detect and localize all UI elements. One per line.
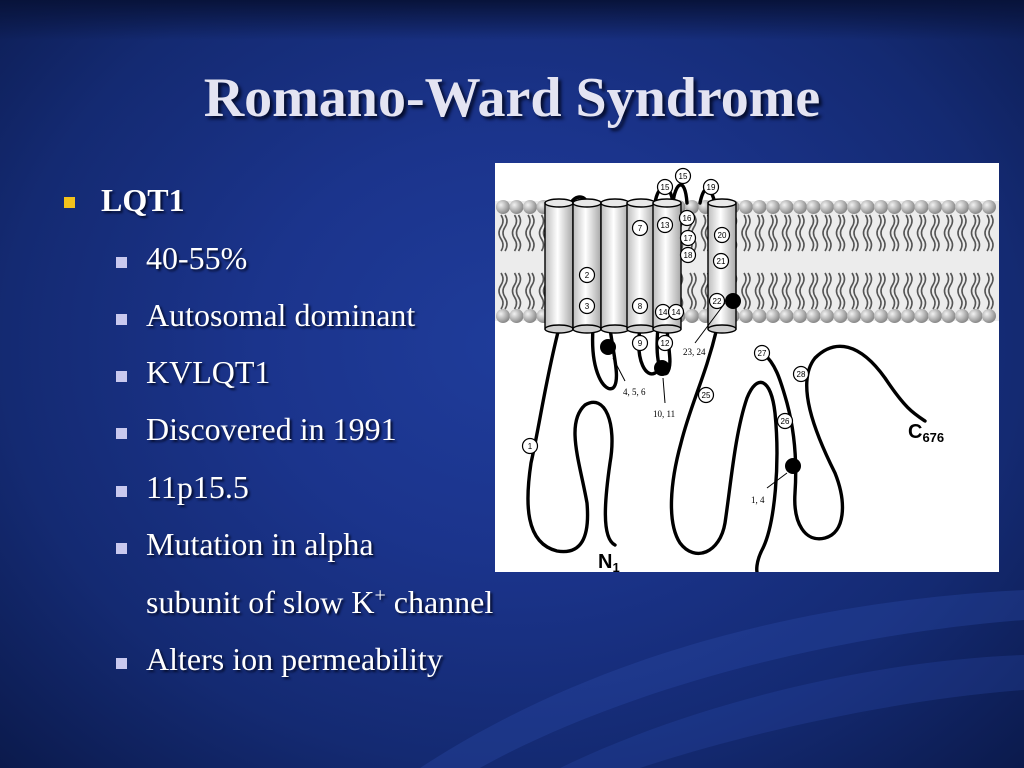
lipid-head (969, 309, 983, 323)
site-number: 3 (584, 302, 590, 311)
site-number: 15 (678, 172, 688, 181)
lipid-head (510, 309, 524, 323)
lipid-head (766, 309, 780, 323)
potassium-channel-diagram (495, 163, 999, 572)
helix-cap (708, 199, 736, 207)
sub-bullet-marker (116, 486, 127, 497)
site-number: 18 (683, 251, 693, 260)
lipid-head (753, 309, 767, 323)
c-terminus-label: $C_{676}$ (908, 421, 945, 445)
helix-base (627, 325, 655, 333)
bullet-marker (64, 197, 75, 208)
helix-cap (545, 199, 573, 207)
site-number: 26 (780, 417, 790, 426)
sub-bullet-marker (116, 314, 127, 325)
lipid-head (969, 200, 983, 214)
helix-cap (573, 199, 601, 207)
site-number: 2 (584, 271, 590, 280)
lipid-head (888, 200, 902, 214)
site-number: 22 (712, 297, 722, 306)
site-number: 9 (637, 339, 643, 348)
helix-cap (601, 199, 629, 207)
lipid-head (955, 309, 969, 323)
helix-base (573, 325, 601, 333)
lipid-head (861, 200, 875, 214)
annotation-label: 23, 24 (683, 347, 706, 357)
sub-bullet-text: Mutation in alpha (146, 526, 374, 562)
lipid-head (847, 309, 861, 323)
lipid-head (780, 200, 794, 214)
site-number: 20 (717, 231, 727, 240)
lipid-head (928, 309, 942, 323)
lipid-head (942, 309, 956, 323)
lipid-head (807, 200, 821, 214)
helix-base (545, 325, 573, 333)
helix-cylinder (545, 203, 573, 329)
site-number: 7 (637, 224, 643, 233)
lipid-head (820, 200, 834, 214)
sub-bullet-text: 40-55% (146, 240, 248, 276)
continuation-superscript: + (374, 584, 386, 607)
lipid-head (982, 200, 996, 214)
helix-cap (653, 199, 681, 207)
slide-title: Romano-Ward Syndrome (203, 67, 821, 129)
lipid-head (496, 309, 510, 323)
helix-cylinder (601, 203, 629, 329)
lipid-head (901, 200, 915, 214)
site-number: 14 (658, 308, 668, 317)
site-number: 16 (682, 214, 692, 223)
lipid-head (793, 200, 807, 214)
lipid-head (834, 309, 848, 323)
lipid-head (982, 309, 996, 323)
sub-bullet-text: Autosomal dominant (146, 297, 416, 333)
sub-bullet-marker (116, 428, 127, 439)
annotation-label: 4, 5, 6 (623, 387, 646, 397)
lipid-head (807, 309, 821, 323)
lipid-head (901, 309, 915, 323)
site-number: 8 (637, 302, 643, 311)
site-number: 21 (716, 257, 726, 266)
lipid-head (874, 200, 888, 214)
sub-bullet-text: Alters ion permeability (146, 641, 443, 677)
lipid-head (523, 309, 537, 323)
helix-base (601, 325, 629, 333)
annotation-label: 10, 11 (653, 409, 676, 419)
lipid-head (955, 200, 969, 214)
lipid-head (766, 200, 780, 214)
lipid-head (915, 200, 929, 214)
helix-base (708, 325, 736, 333)
lipid-head (915, 309, 929, 323)
lipid-head (496, 200, 510, 214)
lipid-head (523, 200, 537, 214)
helix-base (653, 325, 681, 333)
lipid-head (874, 309, 888, 323)
site-number: 27 (757, 349, 767, 358)
site-number: 12 (660, 339, 670, 348)
n-terminus-label: $N_1$ (598, 551, 620, 572)
site-number: 15 (660, 183, 670, 192)
site-number: 14 (671, 308, 681, 317)
lipid-head (820, 309, 834, 323)
sub-bullet-marker (116, 658, 127, 669)
lipid-head (510, 200, 524, 214)
lipid-head (793, 309, 807, 323)
continuation-text-end: channel (385, 584, 494, 620)
lipid-head (861, 309, 875, 323)
annotation-label: 1, 4 (751, 495, 765, 505)
site-number: 25 (701, 391, 711, 400)
site-number: 28 (796, 370, 806, 379)
lipid-head (739, 309, 753, 323)
sub-bullet-marker (116, 257, 127, 268)
lipid-head (942, 200, 956, 214)
sub-bullet-text: KVLQT1 (146, 354, 271, 390)
lipid-head (847, 200, 861, 214)
site-number: 17 (683, 234, 693, 243)
lipid-head (739, 200, 753, 214)
site-number: 13 (660, 221, 670, 230)
lipid-head (888, 309, 902, 323)
lipid-head (834, 200, 848, 214)
lipid-head (780, 309, 794, 323)
lipid-head (928, 200, 942, 214)
lipid-head (753, 200, 767, 214)
channel-topology-svg (495, 163, 999, 572)
lipid-head (685, 309, 699, 323)
sub-bullet-continuation (146, 584, 493, 621)
site-number: 19 (706, 183, 716, 192)
sub-bullet-marker (116, 543, 127, 554)
sub-bullet-marker (116, 371, 127, 382)
site-number: 1 (527, 442, 533, 451)
continuation-text: subunit of slow K (146, 584, 375, 620)
sub-bullet-text: Discovered in 1991 (146, 411, 397, 447)
sub-bullet-text: 11p15.5 (146, 469, 249, 505)
helix-cap (627, 199, 655, 207)
main-bullet-text: LQT1 (101, 182, 185, 218)
